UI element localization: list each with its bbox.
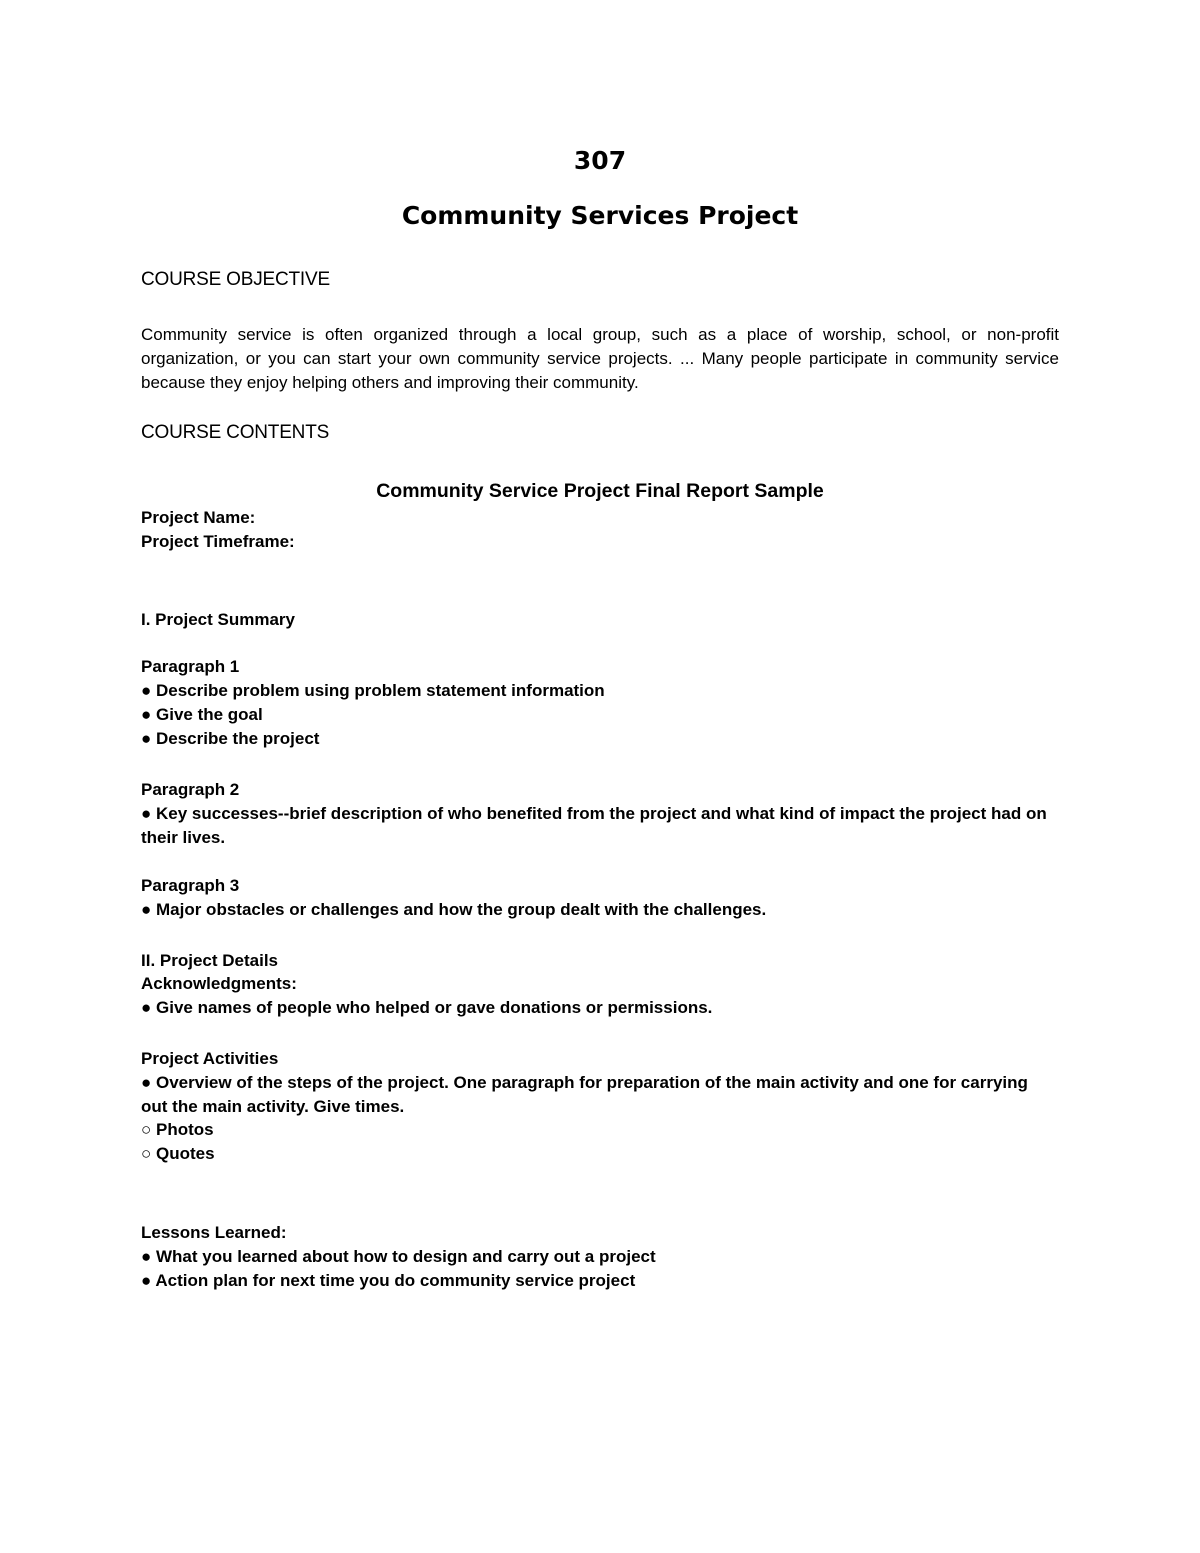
paragraph1-label: Paragraph 1 — [141, 657, 240, 676]
list-item: ● Major obstacles or challenges and how the group dealt with the challenges. — [141, 900, 767, 919]
paragraph2-label: Paragraph 2 — [141, 780, 240, 799]
list-item: ● Give the goal — [141, 705, 263, 724]
list-item: ● Give names of people who helped or gave donations or permissions. — [141, 998, 713, 1017]
report-title: Community Service Project Final Report Sample — [376, 480, 824, 502]
list-item: ● Key successes--brief description of who benefited from the project and what kind of impact the project had on their lives. — [141, 804, 1047, 847]
project-activities-label: Project Activities — [141, 1049, 279, 1068]
acknowledgments-label: Acknowledgments: — [141, 974, 297, 993]
project-details-heading: II. Project Details — [141, 951, 278, 970]
project-name-label: Project Name: — [141, 508, 256, 527]
list-item: ● Action plan for next time you do community service project — [141, 1271, 636, 1290]
objective-heading: COURSE OBJECTIVE — [141, 269, 330, 290]
paragraph3-label: Paragraph 3 — [141, 876, 240, 895]
document-page — [141, 0, 1059, 1553]
sub-list-item: ○ Quotes — [141, 1144, 215, 1163]
list-item: ● Describe problem using problem statement information — [141, 681, 605, 700]
contents-heading: COURSE CONTENTS — [141, 422, 330, 443]
list-item: ● Overview of the steps of the project. One paragraph for preparation of the main activity and one for carrying out the main activity. Give times. — [141, 1073, 1028, 1116]
project-summary-heading: I. Project Summary — [141, 610, 296, 629]
project-timeframe-label: Project Timeframe: — [141, 532, 295, 551]
sub-list-item: ○ Photos — [141, 1120, 214, 1139]
list-item: ● What you learned about how to design and carry out a project — [141, 1247, 656, 1266]
course-title: Community Services Project — [401, 201, 799, 230]
objective-paragraph: Community service is often organized through a local group, such as a place of worship, school, or non-profit organization, or you can start your own community service projects. ... Many people participate in community service because they enjoy helping others and improving their community. — [141, 325, 1059, 392]
lessons-learned-label: Lessons Learned: — [141, 1223, 287, 1242]
course-number: 307 — [573, 146, 627, 175]
list-item: ● Describe the project — [141, 729, 320, 748]
